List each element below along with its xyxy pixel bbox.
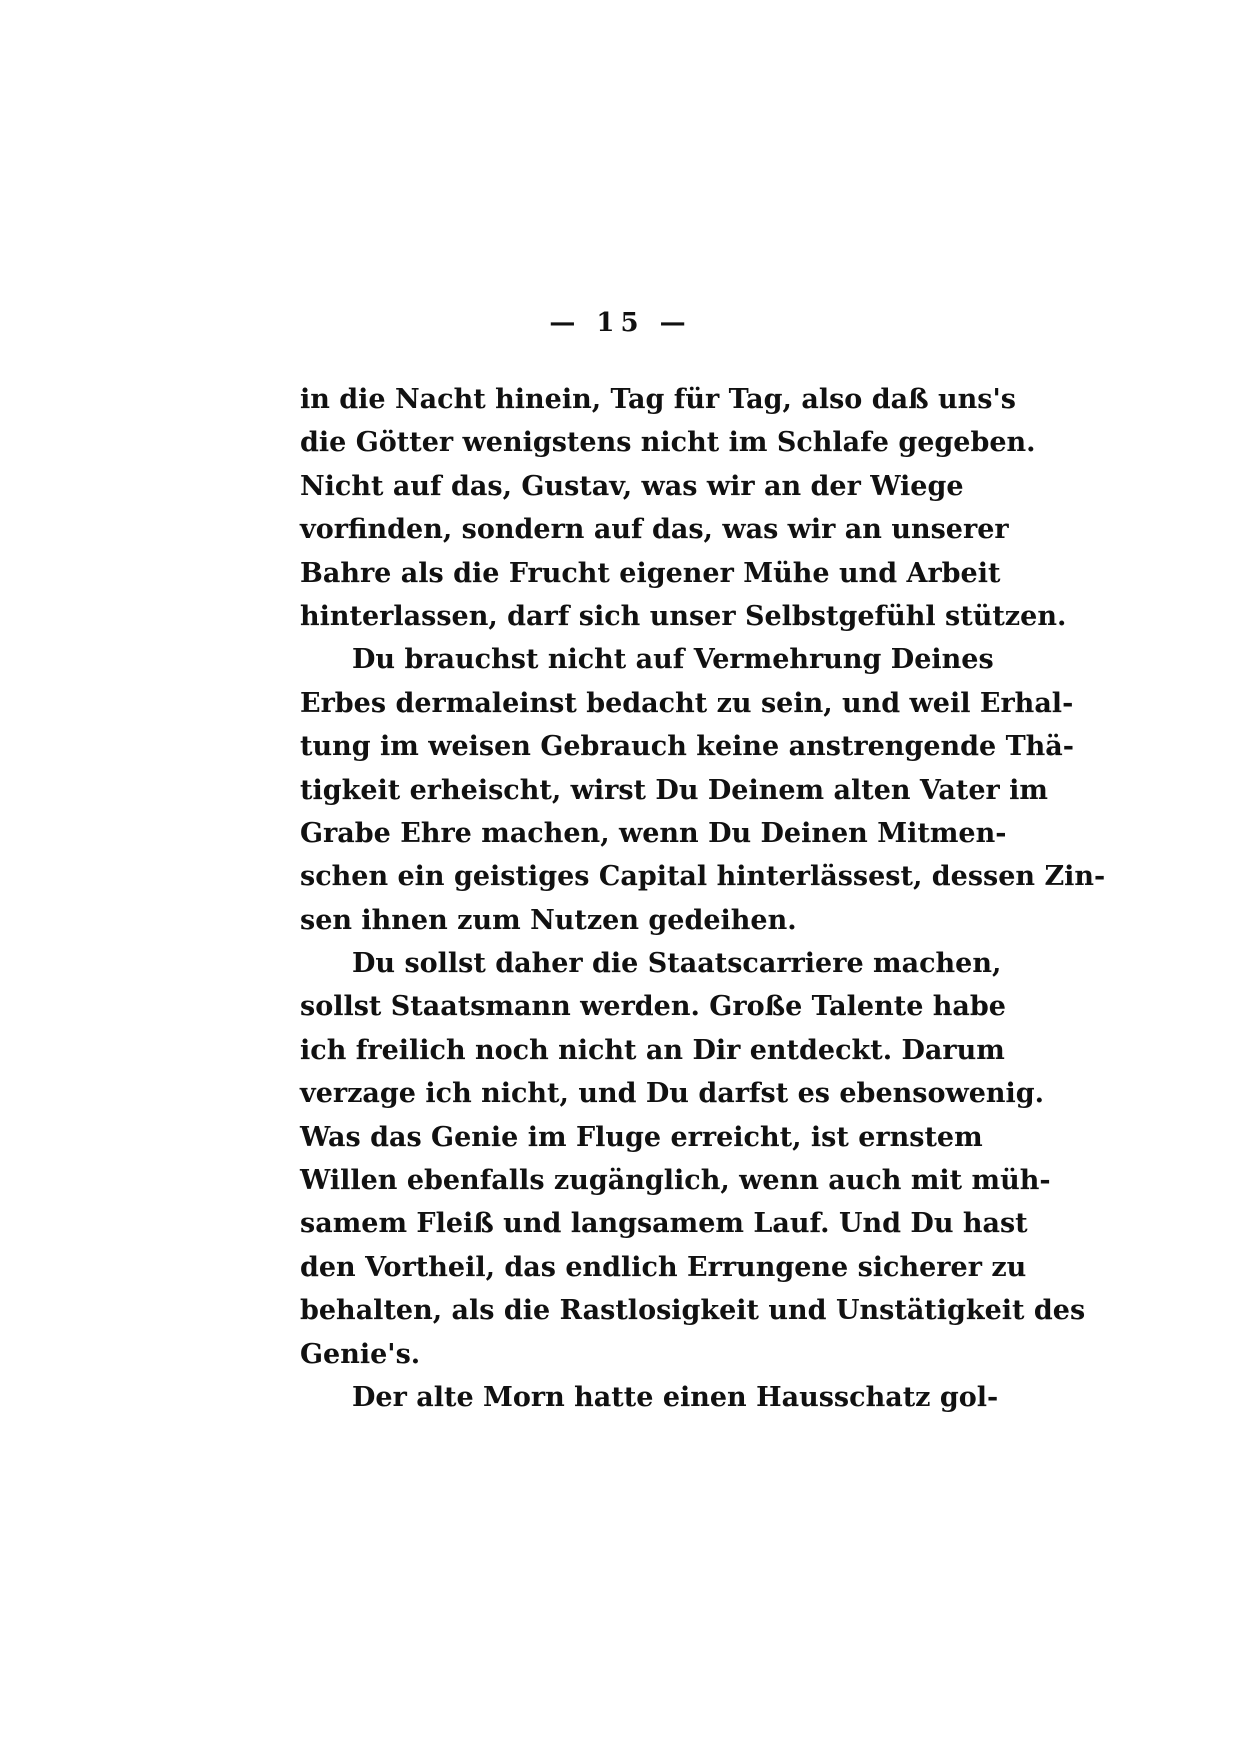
text-line: ich freilich noch nicht an Dir entdeckt. Darum: [300, 1034, 1005, 1066]
text-line: sen ihnen zum Nutzen gedeihen.: [300, 904, 797, 936]
text-line: Du sollst daher die Staatscarriere machen,: [352, 948, 1002, 980]
text-line: verzage ich nicht, und Du darfst es ebensowenig.: [300, 1078, 1045, 1110]
text-line: in die Nacht hinein, Tag für Tag, also daß uns's: [300, 384, 1016, 415]
text-line: die Götter wenigstens nicht im Schlafe gegeben.: [300, 427, 1036, 459]
text-line: sollst Staatsmann werden. Große Talente habe: [300, 991, 1006, 1023]
text-line: Genie's.: [300, 1338, 421, 1370]
text-line: Du brauchst nicht auf Vermehrung Deines: [352, 644, 994, 676]
text-line: hinterlassen, darf sich unser Selbstgefühl stützen.: [300, 600, 1067, 632]
text-line: Grabe Ehre machen, wenn Du Deinen Mitmen-: [300, 817, 1007, 849]
text-line: schen ein geistiges Capital hinterlässest, dessen Zin-: [300, 861, 1106, 893]
text-line: tung im weisen Gebrauch keine anstrengende Thä-: [300, 731, 1075, 763]
text-line: behalten, als die Rastlosigkeit und Unstätigkeit des: [300, 1295, 1086, 1327]
body-text: [300, 378, 1106, 1419]
text-line: samem Fleiß und langsamem Lauf. Und Du hast: [300, 1208, 1028, 1240]
text-line: Der alte Morn hatte einen Hausschatz gol-: [352, 1381, 999, 1413]
text-line: Nicht auf das, Gustav, was wir an der Wiege: [300, 470, 964, 502]
page-number: — 15 —: [549, 308, 692, 338]
text-line: tigkeit erheischt, wirst Du Deinem alten Vater im: [300, 774, 1048, 806]
text-line: Willen ebenfalls zugänglich, wenn auch mit müh-: [300, 1165, 1051, 1197]
text-line: vorfinden, sondern auf das, was wir an unserer: [300, 514, 1009, 546]
text-line: Erbes dermaleinst bedacht zu sein, und weil Erhal-: [300, 687, 1074, 719]
text-line: den Vortheil, das endlich Errungene sicherer zu: [300, 1251, 1027, 1283]
text-line: Bahre als die Frucht eigener Mühe und Arbeit: [300, 557, 1001, 589]
text-line: Was das Genie im Fluge erreicht, ist ernstem: [300, 1121, 983, 1153]
